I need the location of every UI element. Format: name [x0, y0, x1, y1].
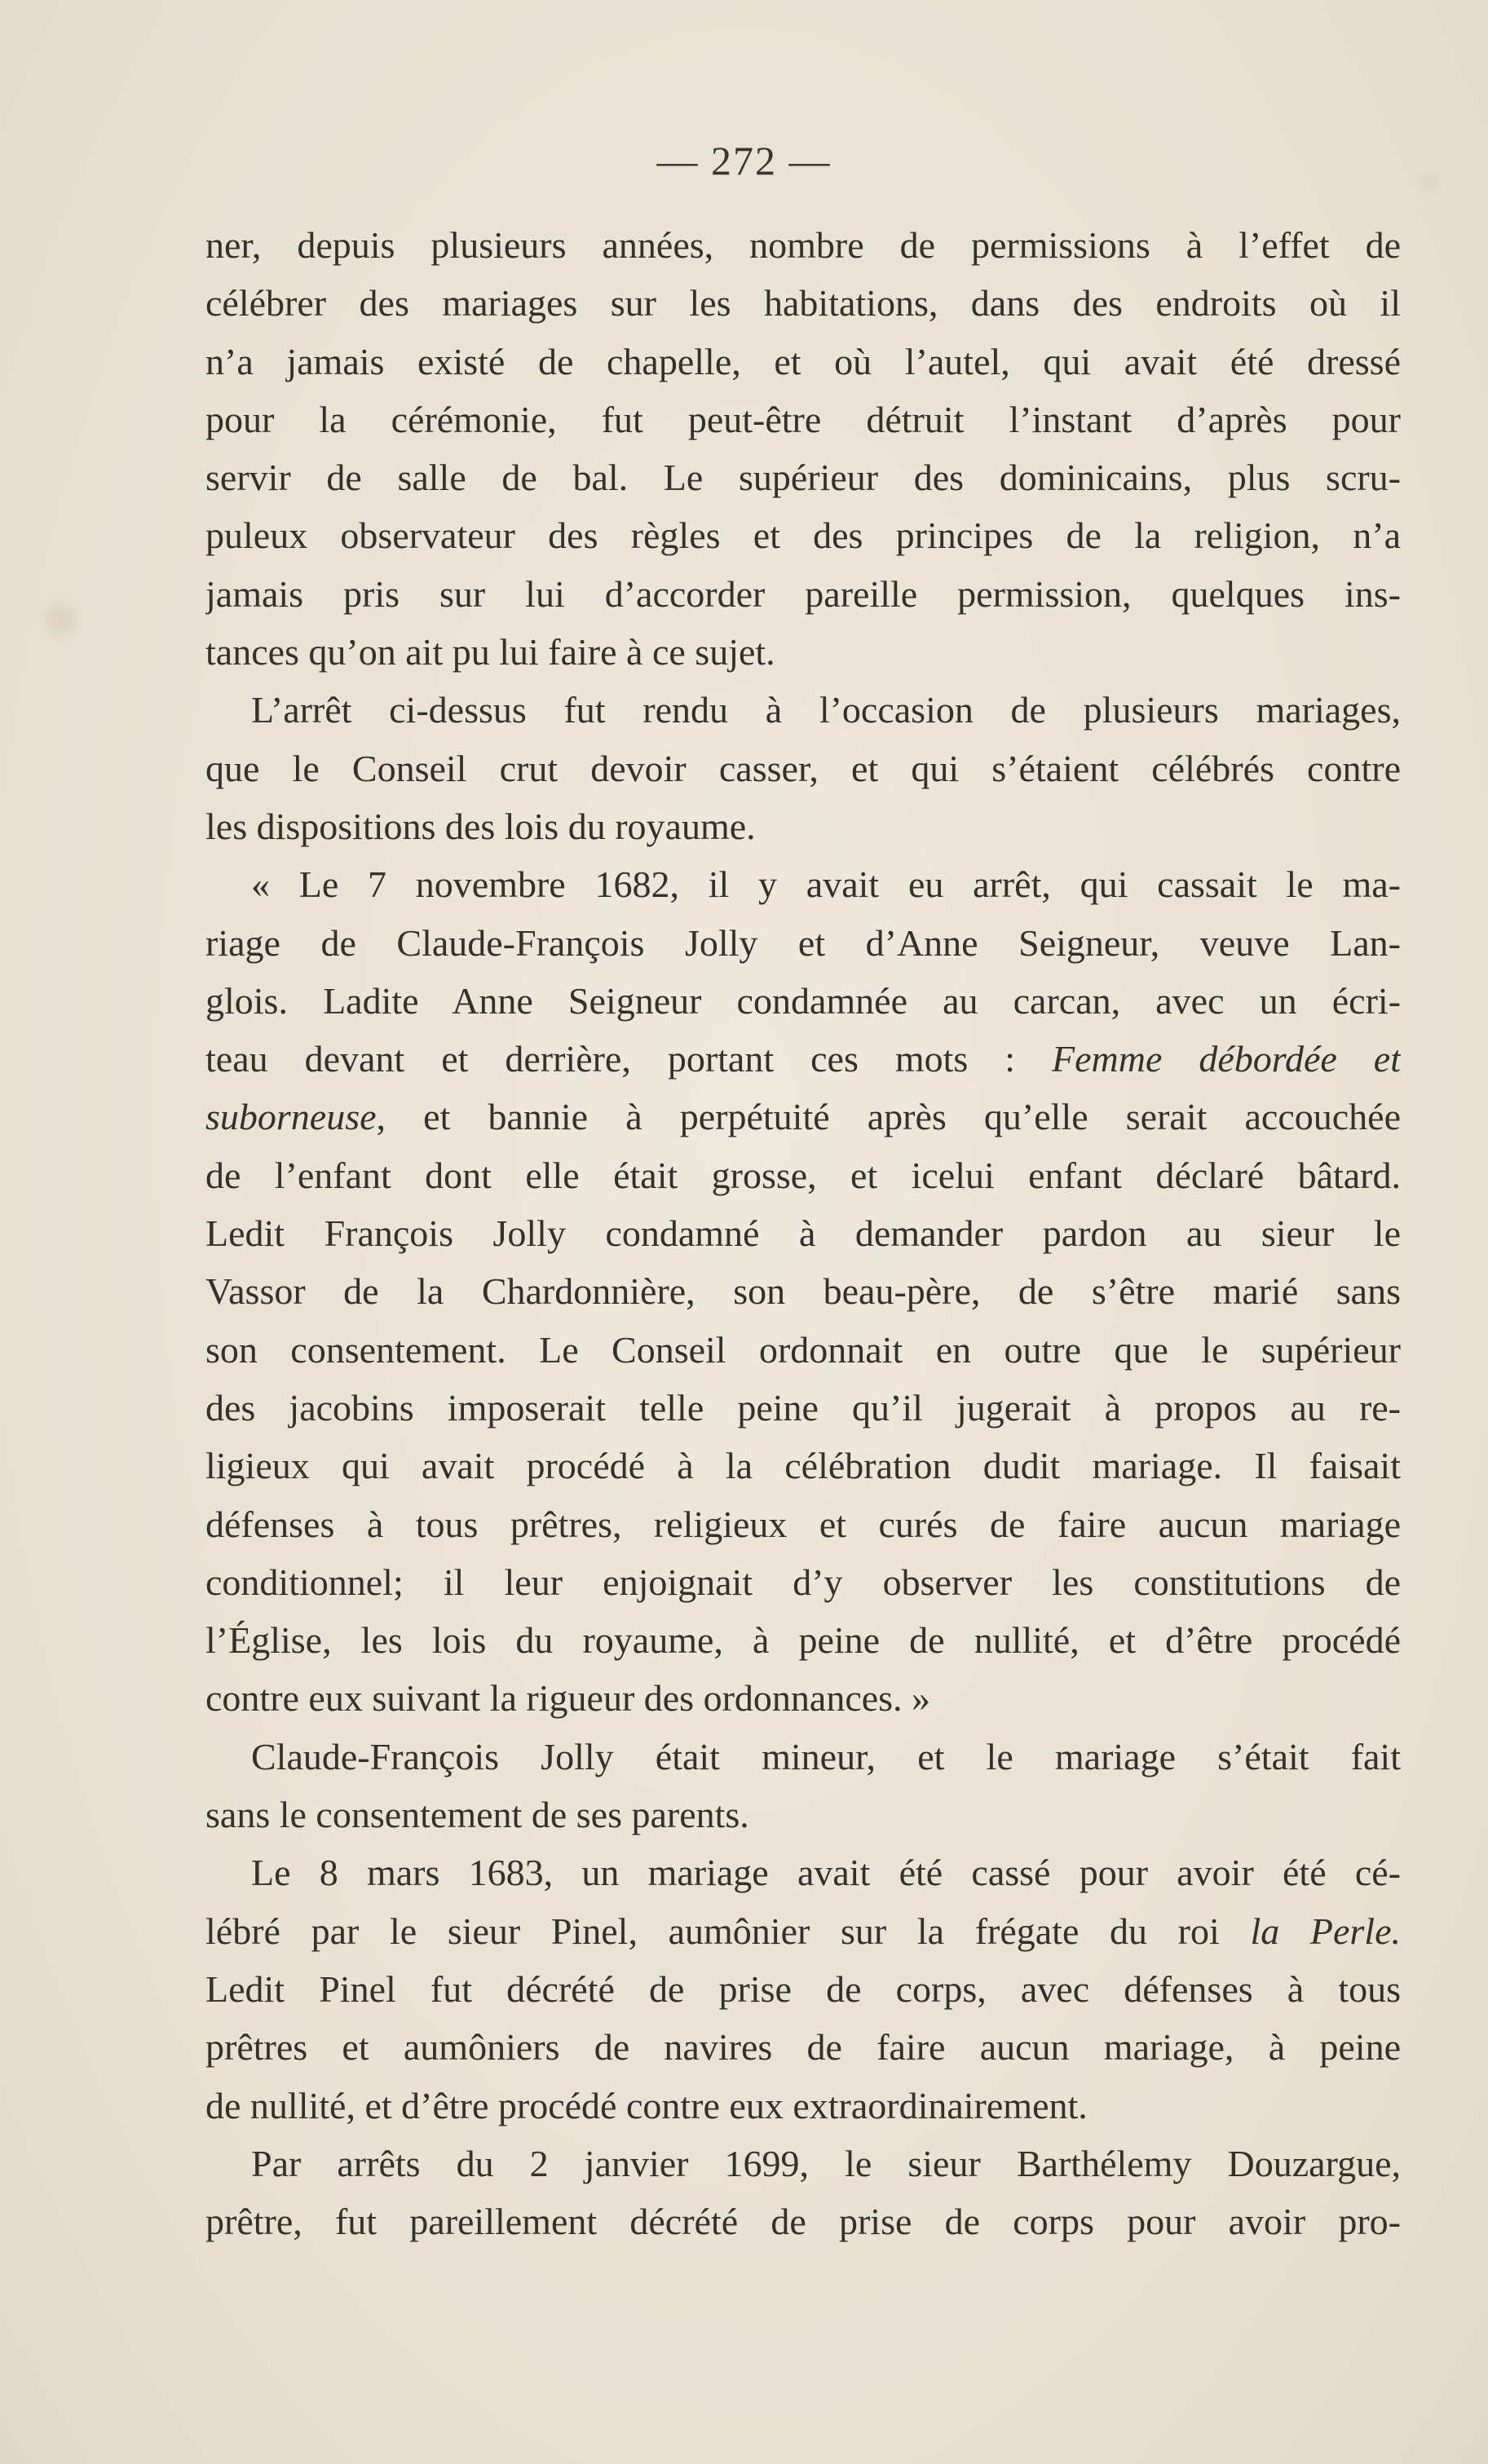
line-text: n’a jamais existé de chapelle, et où l’autel, qui avait été dressé — [205, 340, 1401, 382]
line-text: servir de salle de bal. Le supérieur des dominicains, plus scru- — [205, 457, 1401, 499]
text-line — [205, 797, 1401, 855]
text-line — [205, 1437, 1401, 1495]
text-line — [205, 391, 1401, 448]
line-text: glois. Ladite Anne Seigneur condamnée au carcan, avec un écri- — [205, 979, 1401, 1022]
line-text: conditionnel; il leur enjoignait d’y observer les constitutions de — [205, 1561, 1401, 1603]
text-line — [205, 1728, 1401, 1786]
line-text: des jacobins imposerait telle peine qu’il jugerait à propos au re- — [205, 1386, 1401, 1429]
text-line — [205, 681, 1401, 739]
line-text: Ledit Pinel fut décrété de prise de corps, avec défenses à tous — [205, 1967, 1401, 2010]
line-text: l’Église, les lois du royaume, à peine de nullité, et d’être procédé — [205, 1619, 1401, 1662]
line-text: défenses à tous prêtres, religieux et curés de faire aucun mariage — [205, 1503, 1401, 1545]
text-line — [205, 274, 1401, 332]
text-line — [205, 855, 1401, 913]
text-line — [205, 2135, 1401, 2192]
page-number: — 272 — — [656, 138, 832, 183]
text-line — [205, 623, 1401, 681]
line-text: jamais pris sur lui d’accorder pareille permission, quelques ins- — [205, 572, 1401, 615]
paper-stain — [45, 603, 77, 636]
line-text: ner, depuis plusieurs années, nombre de permissions à l’effet de — [205, 224, 1401, 266]
text-line — [205, 1960, 1401, 2018]
line-text: Vassor de la Chardonnière, son beau-père, de s’être marié sans — [205, 1270, 1401, 1313]
line-text: sans le consentement de ses parents. — [205, 1794, 749, 1836]
text-line — [205, 448, 1401, 506]
text-line — [205, 1379, 1401, 1437]
text-line — [205, 972, 1401, 1030]
text-line — [205, 1030, 1401, 1088]
line-text: tances qu’on ait pu lui faire à ce sujet. — [205, 631, 775, 673]
line-text: , et bannie à perpétuité après qu’elle serait accouchée — [376, 1096, 1401, 1138]
text-line — [205, 565, 1401, 623]
line-text: Le 8 mars 1683, un mariage avait été cassé pour avoir été cé- — [251, 1852, 1401, 1894]
line-text: riage de Claude-François Jolly et d’Anne Seigneur, veuve Lan- — [205, 921, 1401, 964]
line-text: Par arrêts du 2 janvier 1699, le sieur Barthélemy Douzargue, — [251, 2142, 1401, 2184]
line-text: puleux observateur des règles et des principes de la religion, n’a — [205, 514, 1401, 557]
text-line — [205, 2077, 1401, 2135]
text-line — [205, 1204, 1401, 1262]
text-line — [205, 2192, 1401, 2250]
line-text: lébré par le sieur Pinel, aumônier sur la frégate du roi — [205, 1910, 1251, 1952]
line-text: les dispositions des lois du royaume. — [205, 805, 756, 847]
line-text: Ledit François Jolly condamné à demander pardon au sieur le — [205, 1212, 1401, 1255]
text-line — [205, 914, 1401, 972]
line-text: de nullité, et d’être procédé contre eux extraordinairement. — [205, 2084, 1088, 2126]
line-text: de l’enfant dont elle était grosse, et icelui enfant déclaré bâtard. — [205, 1154, 1401, 1196]
line-text: « Le 7 novembre 1682, il y avait eu arrêt, qui cassait le ma- — [251, 863, 1401, 906]
text-line — [205, 740, 1401, 797]
text-line — [205, 1786, 1401, 1844]
text-line — [205, 1844, 1401, 1901]
text-line — [205, 1495, 1401, 1553]
italic-text: suborneuse — [205, 1096, 377, 1138]
text-line — [205, 1611, 1401, 1669]
line-text: célébrer des mariages sur les habitations, dans des endroits où il — [205, 282, 1401, 325]
text-line — [205, 1669, 1401, 1727]
body-text — [205, 216, 1401, 2250]
line-text: ligieux qui avait procédé à la célébration dudit mariage. Il faisait — [205, 1445, 1401, 1487]
line-text: pour la cérémonie, fut peut-être détruit l’instant d’après pour — [205, 398, 1401, 440]
text-line — [205, 506, 1401, 564]
text-line — [205, 216, 1401, 274]
line-text: Claude-François Jolly était mineur, et le mariage s’était fait — [251, 1735, 1401, 1777]
text-line — [205, 333, 1401, 391]
line-text: contre eux suivant la rigueur des ordonnances. » — [205, 1677, 931, 1720]
text-line — [205, 1262, 1401, 1320]
text-line — [205, 1553, 1401, 1611]
line-text: son consentement. Le Conseil ordonnait en outre que le supérieur — [205, 1328, 1401, 1371]
text-line — [205, 1321, 1401, 1379]
line-text: L’arrêt ci-dessus fut rendu à l’occasion de plusieurs mariages, — [251, 689, 1401, 731]
italic-text: Femme débordée et — [1052, 1038, 1401, 1080]
text-line — [205, 1088, 1401, 1146]
line-text: prêtre, fut pareillement décrété de prise de corps pour avoir pro- — [205, 2201, 1401, 2243]
line-text: teau devant et derrière, portant ces mots : — [205, 1038, 1053, 1080]
line-text: prêtres et aumôniers de navires de faire aucun mariage, à peine — [205, 2026, 1401, 2069]
text-line — [205, 2018, 1401, 2076]
text-line — [205, 1146, 1401, 1204]
line-text: que le Conseil crut devoir casser, et qui s’étaient célébrés contre — [205, 747, 1401, 789]
text-line — [205, 1902, 1401, 1960]
italic-text: la Perle. — [1250, 1910, 1401, 1952]
